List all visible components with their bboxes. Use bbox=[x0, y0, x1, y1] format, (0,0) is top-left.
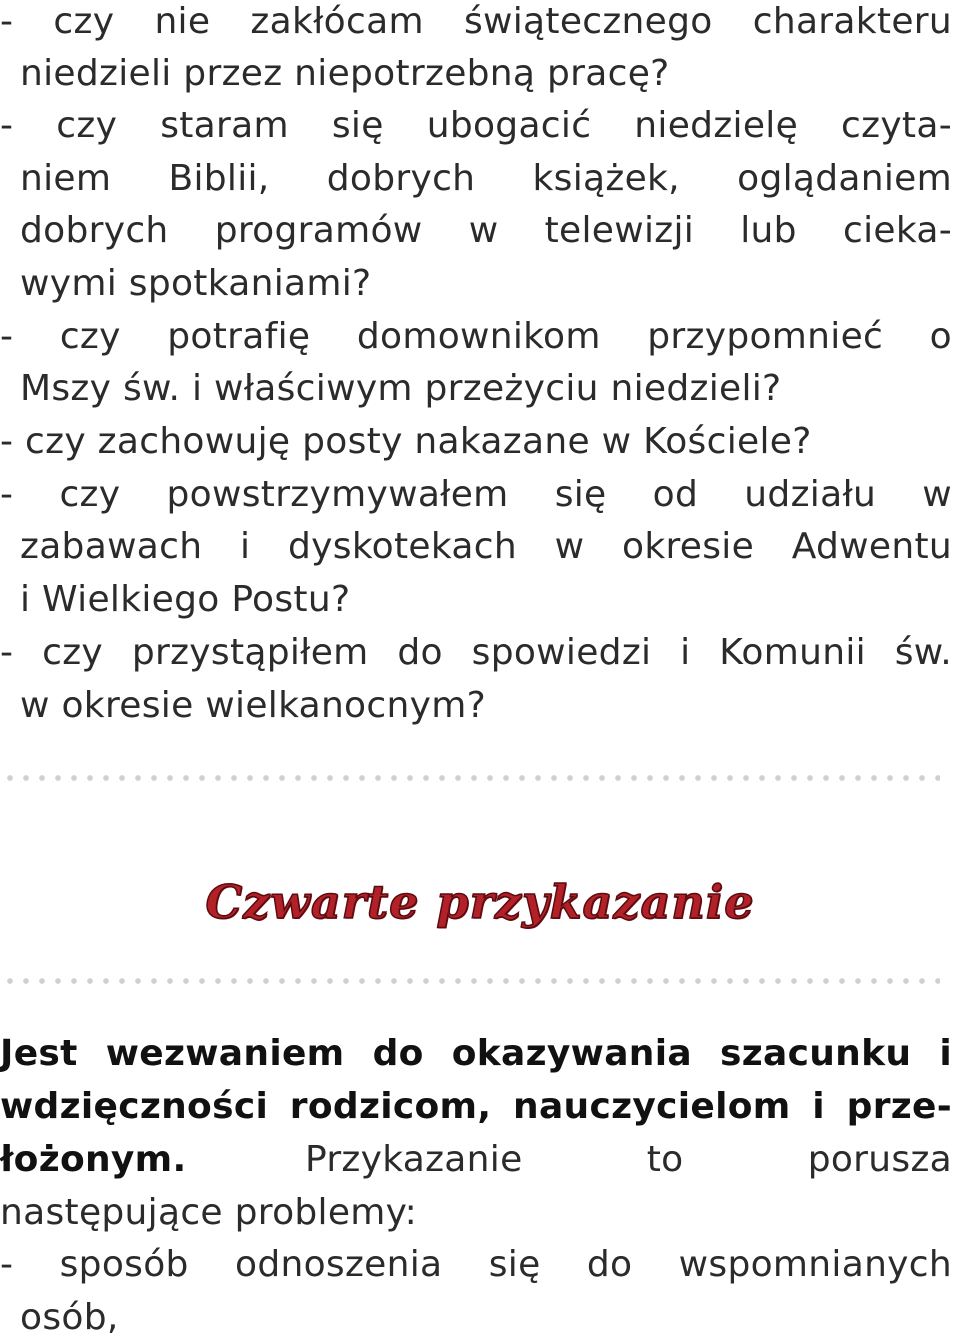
dotted-divider bbox=[2, 774, 940, 782]
text-line: - sposób odnoszenia się do wspomnianych bbox=[0, 1244, 952, 1285]
text-line: Mszy św. i właściwym przeżyciu niedzieli? bbox=[20, 368, 782, 409]
text-line: - czy nie zakłócam świątecznego charakteru bbox=[0, 1, 952, 42]
text-line: zabawach i dyskotekach w okresie Adwentu bbox=[20, 526, 952, 567]
text-line-bold: Jest wezwaniem do okazywania szacunku i bbox=[0, 1033, 952, 1074]
text-line: w okresie wielkanocnym? bbox=[20, 685, 486, 726]
text-line: i Wielkiego Postu? bbox=[20, 579, 351, 620]
text-line: dobrych programów w telewizji lub cieka- bbox=[20, 210, 952, 251]
text-line: niedzieli przez niepotrzebną pracę? bbox=[20, 53, 670, 94]
text-line: następujące problemy: bbox=[0, 1192, 418, 1233]
text-line: - czy zachowuję posty nakazane w Kościele? bbox=[0, 421, 812, 462]
text-line: - czy przystąpiłem do spowiedzi i Komunii św. bbox=[0, 632, 952, 673]
dotted-divider bbox=[2, 977, 940, 985]
text-line: - czy powstrzymywałem się od udziału w bbox=[0, 474, 952, 515]
text-line: - czy potrafię domownikom przypomnieć o bbox=[0, 316, 952, 357]
text-line: niem Biblii, dobrych książek, oglądaniem bbox=[20, 158, 952, 199]
text-line: osób, bbox=[20, 1297, 119, 1338]
text-bold-fragment: łożonym. bbox=[0, 1139, 187, 1180]
text-line-mixed bbox=[0, 1138, 952, 1182]
text-line-bold: wdzięczności rodzicom, nauczycielom i prze- bbox=[0, 1086, 952, 1127]
text-fragment: Przykazanie to porusza bbox=[304, 1139, 953, 1180]
text-line: wymi spotkaniami? bbox=[20, 263, 372, 304]
text-line: - czy staram się ubogacić niedzielę czyta- bbox=[0, 105, 952, 146]
section-heading: Czwarte przykazanie bbox=[205, 875, 755, 929]
